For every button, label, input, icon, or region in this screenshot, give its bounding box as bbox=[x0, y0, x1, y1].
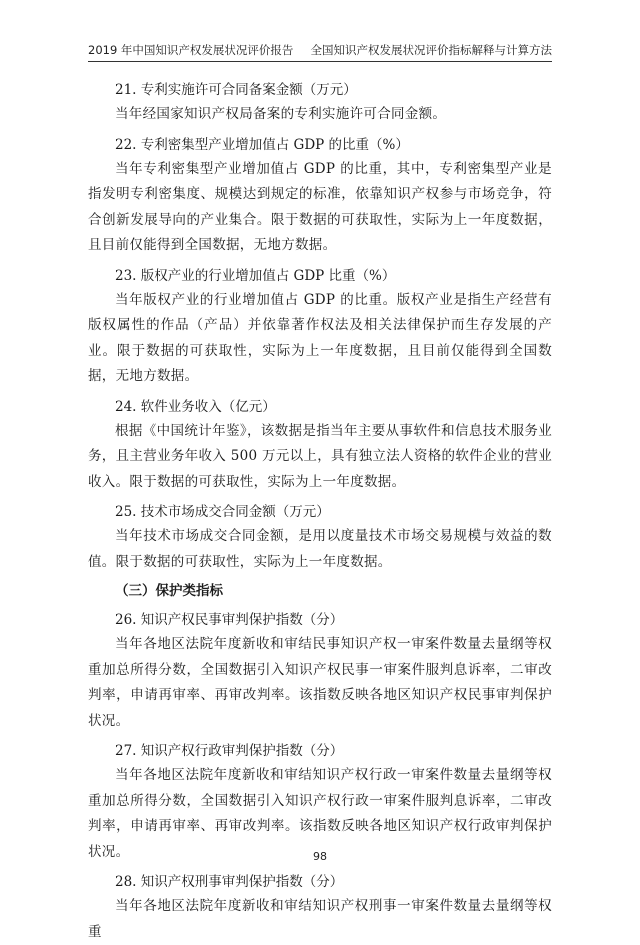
indicator-22-title: 22. 专利密集型产业增加值占 GDP 的比重（%） bbox=[115, 136, 409, 153]
indicator-28-title: 28. 知识产权刑事审判保护指数（分） bbox=[115, 874, 344, 890]
indicator-21-definition: 当年经国家知识产权局备案的专利实施许可合同金额。 bbox=[115, 106, 447, 122]
indicator-26-definition: 当年各地区法院年度新收和审结民事知识产权一审案件数量去量纲等权重加总所得分数，全国数据引入知识产权民事一审案件服判息诉率，二审改判率，申请再审率、再审改判率。该指数反映各地区知识产权民事审判保护状况。 bbox=[88, 636, 552, 729]
page-body bbox=[88, 73, 552, 945]
indicator-25-definition: 当年技术市场成交合同金额，是用以度量技术市场交易规模与效益的数值。限于数据的可获取性，实际为上一年度数据。 bbox=[88, 528, 552, 570]
indicator-24-definition: 根据《中国统计年鉴》，该数据是指当年主要从事软件和信息技术服务业务，且主营业务年收入 500 万元以上，具有独立法人资格的软件企业的营业收入。限于数据的可获取性，实际为上一年度数据。 bbox=[88, 422, 552, 490]
indicator-22-definition: 当年专利密集型产业增加值占 GDP 的比重，其中，专利密集型产业是指发明专利密集度、规模达到规定的标准，依靠知识产权参与市场竞争，符合创新发展导向的产业集合。限于数据的可获取性，实际为上一年度数据，且目前仅能得到全国数据，无地方数据。 bbox=[88, 160, 552, 253]
indicator-21-title: 21. 专利实施许可合同备案金额（万元） bbox=[115, 82, 357, 98]
indicator-28-definition: 当年各地区法院年度新收和审结知识产权刑事一审案件数量去量纲等权重 bbox=[88, 898, 552, 940]
indicator-26-title: 26. 知识产权民事审判保护指数（分） bbox=[115, 612, 344, 628]
page-number: 98 bbox=[313, 850, 327, 863]
indicator-27-definition: 当年各地区法院年度新收和审结知识产权行政一审案件数量去量纲等权重加总所得分数，全国数据引入知识产权行政一审案件服判息诉率，二审改判率，申请再审率、再审改判率。该指数反映各地区知识产权行政审判保护状况。 bbox=[88, 767, 552, 860]
indicator-23-title: 23. 版权产业的行业增加值占 GDP 比重（%） bbox=[115, 267, 396, 284]
indicator-27-title: 27. 知识产权行政审判保护指数（分） bbox=[115, 743, 344, 759]
header-divider bbox=[88, 61, 552, 62]
indicator-25-title: 25. 技术市场成交合同金额（万元） bbox=[115, 504, 330, 520]
header-report-title: 2019 年中国知识产权发展状况评价报告 bbox=[88, 43, 294, 57]
indicator-23-definition: 当年版权产业的行业增加值占 GDP 的比重。版权产业是指生产经营有版权属性的作品（产品）并依靠著作权法及相关法律保护而生存发展的产业。限于数据的可获取性，实际为上一年度数据，且目前仅能得到全国数据，无地方数据。 bbox=[88, 291, 552, 384]
header-chapter-title: 全国知识产权发展状况评价指标解释与计算方法 bbox=[310, 43, 552, 57]
indicator-24-title: 24. 软件业务收入（亿元） bbox=[115, 398, 276, 415]
section-heading-protection: （三）保护类指标 bbox=[115, 583, 223, 599]
